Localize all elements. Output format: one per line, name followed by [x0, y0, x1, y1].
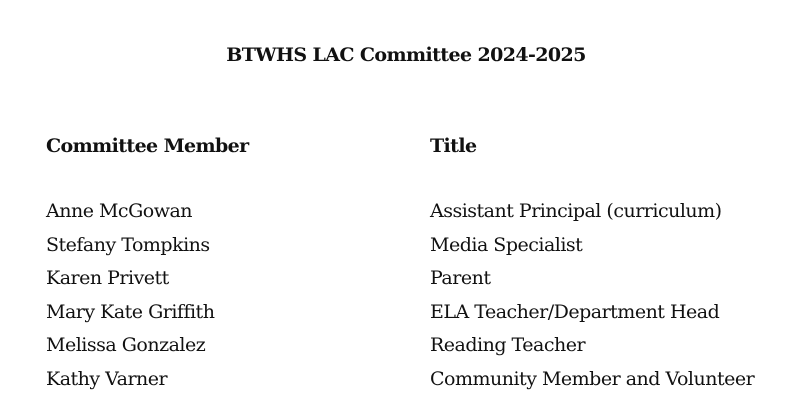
title-column [430, 133, 790, 400]
member-name: Mary Kate Griffith [46, 300, 215, 323]
member-title: Community Member and Volunteer [430, 367, 755, 390]
document-title: BTWHS LAC Committee 2024-2025 [226, 44, 586, 66]
member-name: Kathy Varner [46, 367, 168, 390]
member-name: Anne McGowan [46, 200, 193, 222]
member-title: ELA Teacher/Department Head [430, 300, 720, 323]
member-column-header: Committee Member [46, 135, 249, 157]
member-title: Reading Teacher [430, 334, 586, 356]
member-title: Parent [430, 267, 491, 289]
member-name: Melissa Gonzalez [46, 334, 206, 356]
member-column [46, 133, 416, 400]
member-name: Stefany Tompkins [46, 233, 210, 256]
member-name: Karen Privett [46, 267, 169, 289]
title-column-header: Title [430, 135, 477, 157]
member-title: Media Specialist [430, 233, 583, 256]
member-title: Assistant Principal (curriculum) [430, 200, 722, 222]
